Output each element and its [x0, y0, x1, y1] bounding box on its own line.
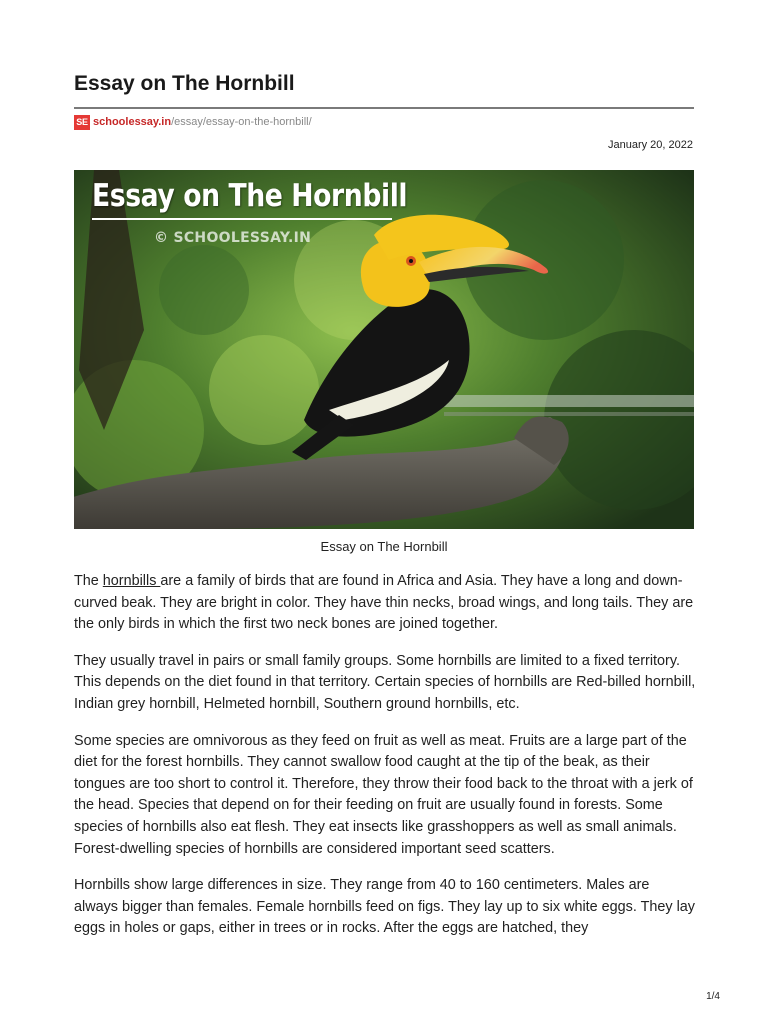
- source-line: [74, 114, 312, 130]
- source-domain-link[interactable]: schoolessay.in: [93, 116, 172, 128]
- paragraph: Hornbills show large differences in size. They range from 40 to 160 centimeters. Males are always bigger than females. Female hornbills feed on figs. They lay up to six white eggs. They lay eggs in holes or gaps, either in trees or in rocks. After the eggs are hatched, they: [74, 877, 695, 937]
- paragraph: They usually travel in pairs or small family groups. Some hornbills are limited to a fixed territory. This depends on the diet found in that territory. Certain species of hornbills are Red-billed hornbill, Indian grey hornbill, Helmeted hornbill, Southern ground hornbills, etc.: [74, 652, 696, 712]
- page-title: Essay on The Hornbill: [74, 72, 295, 95]
- hornbill-photo-illustration: [74, 170, 694, 529]
- paragraph: Some species are omnivorous as they feed on fruit as well as meat. Fruits are a large part of the diet for the forest hornbills. They cannot swallow food caught at the tip of the beak, as their tongues are too short to control it. Therefore, they throw their food back to the throat with a jerk of the head. Species that depend on for their feeding on fruit are usually found in forests. Some species of hornbills also eat flesh. They eat insects like grasshoppers as well as small animals. Forest-dwelling species of hornbills are considered important seed scatters.: [74, 732, 693, 857]
- source-path[interactable]: /essay/essay-on-the-hornbill/: [171, 116, 312, 128]
- image-caption: Essay on The Hornbill: [320, 539, 448, 554]
- paragraph-text: are a family of birds that are found in Africa and Asia. They have a long and down-curved beak. They are bright in color. They have thin necks, broad wings, and long tails. They are the only birds in which the first two neck bones are joined together.: [74, 573, 694, 633]
- paragraph-text: The: [74, 573, 103, 589]
- hero-overlay-title: Essay on The Hornbill: [92, 178, 408, 214]
- hero-watermark: © SCHOOLESSAY.IN: [154, 230, 312, 246]
- publish-date: January 20, 2022: [607, 139, 693, 151]
- article-body: [74, 571, 696, 955]
- hornbills-link[interactable]: hornbills: [102, 573, 161, 589]
- page-number: 1/4: [706, 991, 720, 1002]
- site-favicon-icon: SE: [74, 115, 90, 130]
- paragraph: [74, 571, 696, 636]
- hero-image: [74, 170, 694, 529]
- title-divider: [74, 107, 694, 109]
- hero-title-underline: [92, 218, 392, 220]
